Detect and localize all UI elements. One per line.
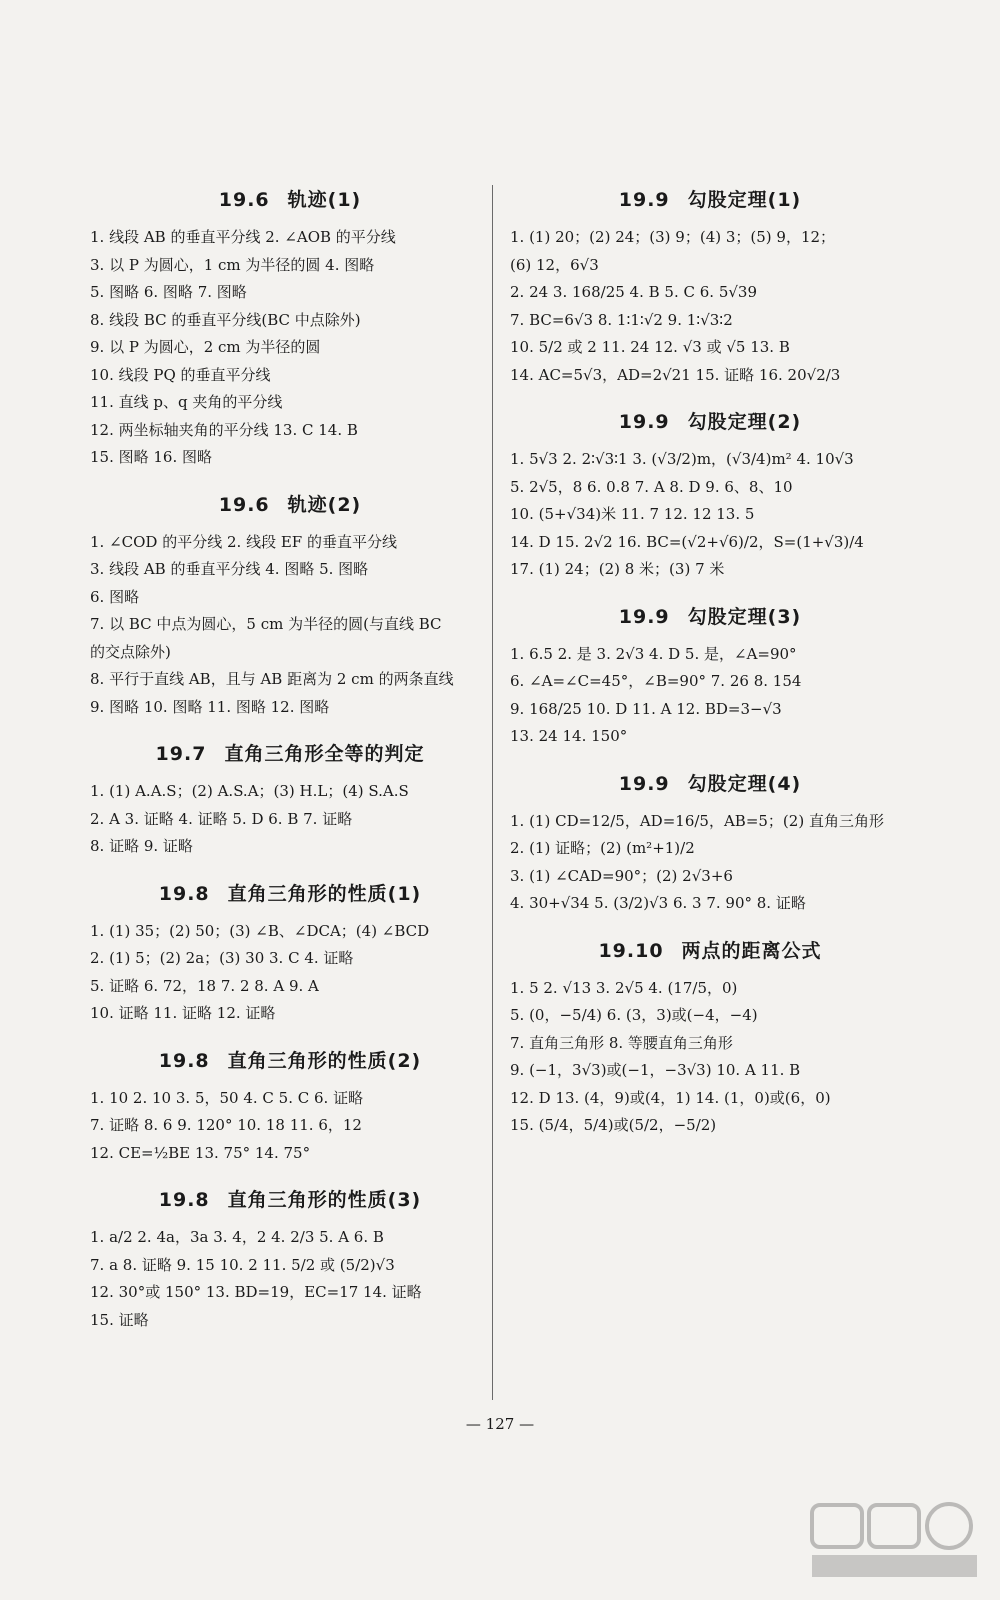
answer-line: 7. 直角三角形 8. 等腰直角三角形 xyxy=(510,1033,733,1052)
answer-line: 7. a 8. 证略 9. 15 10. 2 11. 5/2 或 (5/2)√3 xyxy=(90,1255,395,1274)
section-heading-text: 勾股定理(4) xyxy=(687,772,802,795)
section-title xyxy=(510,185,910,212)
answer-line: 8. 线段 BC 的垂直平分线(BC 中点除外) xyxy=(90,310,361,329)
answer-line: 10. (5+√34)米 11. 7 12. 12 13. 5 xyxy=(510,505,755,523)
answer-line: 10. 5/2 或 2 11. 24 12. √3 或 √5 13. B xyxy=(510,338,790,356)
section-number: 19.8 xyxy=(158,1049,210,1072)
answer-line: 1. 线段 AB 的垂直平分线 2. ∠AOB 的平分线 xyxy=(90,228,396,246)
answer-line: 15. 图略 16. 图略 xyxy=(90,448,213,466)
answer-line: 1. (1) A.A.S；(2) A.S.A；(3) H.L；(4) S.A.S xyxy=(90,782,409,800)
answer-line: 7. 证略 8. 6 9. 120° 10. 18 11. 6，12 xyxy=(90,1116,362,1134)
section-heading-text: 直角三角形的性质(2) xyxy=(227,1049,422,1072)
answer-line: 5. 2√5，8 6. 0.8 7. A 8. D 9. 6、8、10 xyxy=(510,477,793,496)
answer-section xyxy=(510,185,910,389)
answer-line: 6. ∠A=∠C=45°，∠B=90° 7. 26 8. 154 xyxy=(510,672,802,690)
section-title xyxy=(510,602,910,629)
section-heading-text: 轨迹(2) xyxy=(287,493,362,516)
answer-line: 11. 直线 p、q 夹角的平分线 xyxy=(90,393,283,411)
answer-line: 5. (0，−5/4) 6. (3，3)或(−4，−4) xyxy=(510,1006,758,1024)
answer-line: 10. 线段 PQ 的垂直平分线 xyxy=(90,365,271,384)
section-heading-text: 两点的距离公式 xyxy=(681,939,822,962)
answer-section xyxy=(510,602,910,751)
answer-section xyxy=(510,407,910,584)
section-heading-text: 勾股定理(3) xyxy=(687,605,802,628)
answer-line: 1. 6.5 2. 是 3. 2√3 4. D 5. 是，∠A=90° xyxy=(510,644,797,663)
section-number: 19.9 xyxy=(618,189,670,211)
answer-line: 10. 证略 11. 证略 12. 证略 xyxy=(90,1004,276,1022)
section-title xyxy=(90,185,490,212)
answer-line: 9. (−1，3√3)或(−1，−3√3) 10. A 11. B xyxy=(510,1061,801,1079)
answer-line: (6) 12，6√3 xyxy=(510,255,599,274)
answer-line: 12. CE=½BE 13. 75° 14. 75° xyxy=(90,1143,311,1162)
answer-line: 8. 平行于直线 AB，且与 AB 距离为 2 cm 的两条直线 xyxy=(90,670,454,688)
answer-section xyxy=(90,490,490,722)
answer-line: 17. (1) 24；(2) 8 米；(3) 7 米 xyxy=(510,560,725,578)
answer-section xyxy=(510,769,910,918)
section-title xyxy=(510,769,910,796)
answer-line: 1. (1) 20；(2) 24；(3) 9；(4) 3；(5) 9，12； xyxy=(510,228,836,246)
answer-line: 12. 两坐标轴夹角的平分线 13. C 14. B xyxy=(90,420,358,439)
answer-section xyxy=(90,879,490,1028)
section-title xyxy=(90,1185,490,1212)
answer-section xyxy=(90,1046,490,1168)
answer-line: 14. D 15. 2√2 16. BC=(√2+√6)/2，S=(1+√3)/4 xyxy=(510,532,864,551)
answer-line: 12. D 13. (4，9)或(4，1) 14. (1，0)或(6，0) xyxy=(510,1088,831,1107)
answer-line: 2. (1) 证略；(2) (m²+1)/2 xyxy=(510,839,695,857)
answer-line: 14. AC=5√3，AD=2√21 15. 证略 16. 20√2/3 xyxy=(510,365,841,384)
section-number: 19.10 xyxy=(598,939,664,962)
section-title xyxy=(510,936,910,963)
section-number: 19.9 xyxy=(618,772,670,795)
logo-watermark-icon xyxy=(807,1497,982,1582)
answer-line: 9. 图略 10. 图略 11. 图略 12. 图略 xyxy=(90,697,330,716)
column-divider xyxy=(492,185,493,1400)
section-title xyxy=(90,879,490,906)
answer-section xyxy=(90,1185,490,1334)
section-number: 19.8 xyxy=(158,1189,210,1211)
section-title xyxy=(90,1046,490,1073)
section-number: 19.9 xyxy=(618,411,670,433)
section-number: 19.9 xyxy=(618,605,670,628)
answer-line: 1. (1) 35；(2) 50；(3) ∠B、∠DCA；(4) ∠BCD xyxy=(90,921,430,940)
section-title xyxy=(90,490,490,517)
answer-line: 1. 5√3 2. 2∶√3∶1 3. (√3/2)m，(√3/4)m² 4. 10√3 xyxy=(510,450,854,468)
answer-line: 7. BC=6√3 8. 1∶1∶√2 9. 1∶√3∶2 xyxy=(510,310,733,329)
answer-line: 1. 10 2. 10 3. 5，50 4. C 5. C 6. 证略 xyxy=(90,1088,364,1107)
section-heading-text: 直角三角形的性质(3) xyxy=(227,1189,422,1211)
answer-line: 13. 24 14. 150° xyxy=(510,727,628,745)
page-number: — 127 — xyxy=(465,1415,535,1433)
section-number: 19.6 xyxy=(218,189,270,211)
answer-line: 7. 以 BC 中点为圆心，5 cm 为半径的圆(与直线 BC xyxy=(90,615,442,633)
answer-line: 9. 以 P 为圆心，2 cm 为半径的圆 xyxy=(90,338,321,356)
answer-section xyxy=(90,739,490,861)
section-heading-text: 直角三角形的性质(1) xyxy=(227,882,422,905)
answer-line: 的交点除外) xyxy=(90,642,171,661)
answer-line: 1. (1) CD=12/5，AD=16/5，AB=5；(2) 直角三角形 xyxy=(510,811,884,830)
answer-section xyxy=(90,185,490,472)
answer-line: 2. A 3. 证略 4. 证略 5. D 6. B 7. 证略 xyxy=(90,809,353,828)
answer-line: 8. 证略 9. 证略 xyxy=(90,837,193,855)
section-heading-text: 勾股定理(2) xyxy=(687,411,802,433)
right-column xyxy=(510,185,910,1158)
section-heading-text: 轨迹(1) xyxy=(287,189,362,211)
section-number: 19.8 xyxy=(158,882,210,905)
answer-line: 3. 线段 AB 的垂直平分线 4. 图略 5. 图略 xyxy=(90,560,369,578)
section-title xyxy=(510,407,910,434)
answer-line: 3. 以 P 为圆心，1 cm 为半径的圆 4. 图略 xyxy=(90,255,375,274)
left-column xyxy=(90,185,490,1352)
answer-line: 15. 证略 xyxy=(90,1310,149,1329)
section-heading-text: 直角三角形全等的判定 xyxy=(224,743,425,765)
answer-line: 5. 证略 6. 72，18 7. 2 8. A 9. A xyxy=(90,976,319,995)
section-heading-text: 勾股定理(1) xyxy=(687,189,802,211)
answer-line: 15. (5/4，5/4)或(5/2，−5/2) xyxy=(510,1116,717,1134)
answer-line: 2. (1) 5；(2) 2a；(3) 30 3. C 4. 证略 xyxy=(90,949,354,967)
answer-line: 2. 24 3. 168/25 4. B 5. C 6. 5√39 xyxy=(510,283,758,301)
answer-line: 1. a/2 2. 4a，3a 3. 4，2 4. 2/3 5. A 6. B xyxy=(90,1228,384,1246)
section-number: 19.6 xyxy=(218,493,270,516)
section-title xyxy=(90,739,490,766)
answer-line: 6. 图略 xyxy=(90,587,140,606)
answer-line: 1. ∠COD 的平分线 2. 线段 EF 的垂直平分线 xyxy=(90,532,397,551)
answer-line: 12. 30°或 150° 13. BD=19，EC=17 14. 证略 xyxy=(90,1283,422,1301)
answer-line: 4. 30+√34 5. (3/2)√3 6. 3 7. 90° 8. 证略 xyxy=(510,894,806,912)
answer-line: 5. 图略 6. 图略 7. 图略 xyxy=(90,283,247,301)
answer-line: 9. 168/25 10. D 11. A 12. BD=3−√3 xyxy=(510,699,782,718)
answer-line: 3. (1) ∠CAD=90°；(2) 2√3+6 xyxy=(510,866,733,885)
section-number: 19.7 xyxy=(155,743,207,765)
answer-line: 1. 5 2. √13 3. 2√5 4. (17/5，0) xyxy=(510,978,738,997)
answer-section xyxy=(510,936,910,1140)
